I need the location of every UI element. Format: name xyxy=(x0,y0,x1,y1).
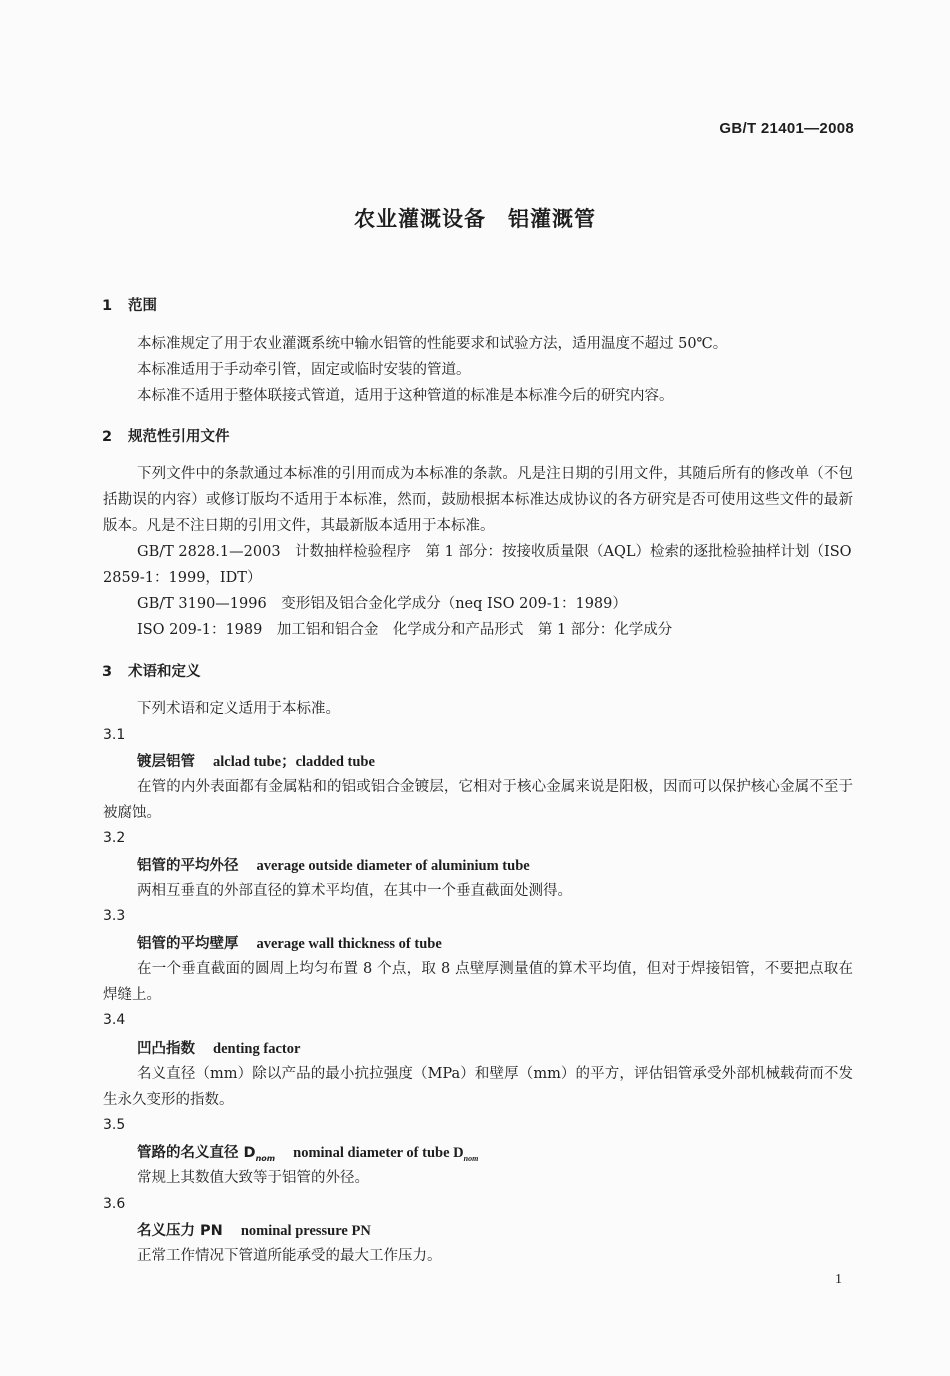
paragraph: 本标准规定了用于农业灌溉系统中输水铝管的性能要求和试验方法，适用温度不超过 50℃。 xyxy=(137,336,728,352)
term-en: nominal pressure PN xyxy=(240,1223,371,1239)
term-definition: 名义直径（mm）除以产品的最小抗拉强度（MPa）和壁厚（mm）的平方，评估铝管承受外部机械载荷而不发生永久变形的指数。 xyxy=(103,1066,853,1108)
term-en: alclad tube；cladded tube xyxy=(213,754,375,770)
document-title: 农业灌溉设备 铝灌溉管 xyxy=(354,207,596,231)
term-en-text: nominal diameter of tube D xyxy=(293,1145,464,1161)
term-number: 3.2 xyxy=(103,830,126,846)
paragraph: 本标准不适用于整体联接式管道，适用于这种管道的标准是本标准今后的研究内容。 xyxy=(137,388,674,404)
page-number: 1 xyxy=(835,1272,842,1287)
paragraph: 本标准适用于手动牵引管，固定或临时安装的管道。 xyxy=(137,362,471,378)
paragraph: 下列文件中的条款通过本标准的引用而成为本标准的条款。凡是注日期的引用文件，其随后所有的修改单（不包括勘误的内容）或修订版均不适用于本标准，然而，鼓励根据本标准达成协议的各方研究是否可使用这些文件的最新版本。凡是不注日期的引用文件，其最新版本适用于本标准。 xyxy=(103,466,853,534)
section-number: 3 xyxy=(102,664,113,680)
term-zh: 铝管的平均外径 xyxy=(137,858,239,874)
term-entry xyxy=(137,750,375,771)
term-zh xyxy=(137,1145,275,1161)
term-zh: 名义压力 PN xyxy=(137,1223,223,1239)
section-number: 2 xyxy=(102,429,113,445)
normative-reference: GB/T 2828.1—2003 计数抽样检验程序 第 1 部分：按接收质量限（AQL）检索的逐批检验抽样计划（ISO 2859-1：1999，IDT） xyxy=(103,544,852,586)
paragraph: 下列术语和定义适用于本标准。 xyxy=(137,701,340,717)
term-en: average outside diameter of aluminium tube xyxy=(256,858,530,874)
section-title: 范围 xyxy=(128,298,157,314)
section-number: 1 xyxy=(102,298,113,314)
term-zh: 镀层铝管 xyxy=(137,754,195,770)
term-entry xyxy=(137,1037,300,1058)
term-definition: 两相互垂直的外部直径的算术平均值，在其中一个垂直截面处测得。 xyxy=(137,883,572,899)
term-definition: 正常工作情况下管道所能承受的最大工作压力。 xyxy=(137,1248,442,1264)
term-definition: 在一个垂直截面的圆周上均匀布置 8 个点，取 8 点壁厚测量值的算术平均值，但对于焊接铝管，不要把点取在焊缝上。 xyxy=(103,961,853,1003)
term-number: 3.5 xyxy=(103,1117,126,1133)
term-zh-text: 管路的名义直径 D xyxy=(137,1145,256,1161)
normative-reference: GB/T 3190—1996 变形铝及铝合金化学成分（neq ISO 209-1：1989） xyxy=(137,596,627,612)
standard-code: GB/T 21401—2008 xyxy=(719,120,854,137)
term-number: 3.3 xyxy=(103,908,126,924)
section-3-heading xyxy=(102,660,201,681)
section-title: 术语和定义 xyxy=(128,664,201,680)
term-number: 3.6 xyxy=(103,1196,126,1212)
section-title: 规范性引用文件 xyxy=(128,429,230,445)
term-zh: 凹凸指数 xyxy=(137,1041,195,1057)
section-1-heading xyxy=(102,294,157,315)
subscript: nom xyxy=(463,1153,479,1163)
term-definition: 在管的内外表面都有金属粘和的铝或铝合金镀层，它相对于核心金属来说是阳极，因而可以保护核心金属不至于被腐蚀。 xyxy=(103,779,853,821)
term-entry xyxy=(137,854,530,875)
term-number: 3.1 xyxy=(103,727,126,743)
section-2-heading xyxy=(102,425,230,446)
term-en xyxy=(293,1145,478,1161)
term-number: 3.4 xyxy=(103,1012,126,1028)
term-entry xyxy=(137,1141,478,1163)
term-definition: 常规上其数值大致等于铝管的外径。 xyxy=(137,1170,369,1186)
subscript: nom xyxy=(255,1153,276,1163)
term-zh: 铝管的平均壁厚 xyxy=(137,936,239,952)
term-en: denting factor xyxy=(213,1041,301,1057)
term-entry xyxy=(137,932,442,953)
term-entry xyxy=(137,1219,371,1240)
normative-reference: ISO 209-1：1989 加工铝和铝合金 化学成分和产品形式 第 1 部分：化学成分 xyxy=(137,622,673,638)
term-en: average wall thickness of tube xyxy=(256,936,442,952)
